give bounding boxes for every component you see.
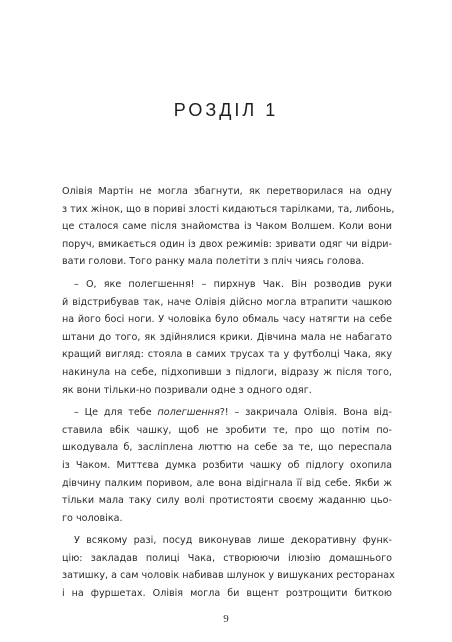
text-line: і на фуршетах. Олівія могла би вщент розтрощити биткою bbox=[62, 588, 392, 600]
text-line: У всякому разі, посуд виконував лише декоративну функ- bbox=[74, 535, 392, 547]
text-line: шкодувала б, засліплена люттю на себе за те, що переспала bbox=[62, 442, 392, 454]
text-line: накинула на себе, підхопивши з підлоги, відразу ж після того, bbox=[62, 366, 392, 378]
text-line: ставила вбік чашку, щоб не зробити те, про що потім по- bbox=[62, 424, 392, 436]
text-line: затишку, а сам чоловік набивав шлунок у вишуканих ресторанах bbox=[62, 570, 395, 582]
text-line: Олівія Мартін не могла збагнути, як перетворилася на одну bbox=[62, 186, 392, 197]
text-line: як вони тільки-но позривали одне з одного одяг. bbox=[62, 384, 312, 396]
text-line-with-italic: – Це для тебе полегшення?! – закричала Олівія. Вона від- bbox=[74, 407, 392, 419]
text-line: цію: закладав полиці Чака, створюючи ілюзію домашнього bbox=[62, 552, 392, 564]
text-line: кращий вигляд: стояла в самих трусах та у футболці Чака, яку bbox=[62, 349, 392, 361]
text-line: – О, яке полегшення! – пирхнув Чак. Він розводив руки bbox=[74, 278, 392, 290]
text-line: дівчину палким поривом, але вона відігнала її від себе. Якби ж bbox=[62, 477, 392, 489]
emphasis: полегшення bbox=[157, 407, 220, 419]
chapter-title: РОЗДІЛ 1 bbox=[173, 100, 279, 120]
text-line: це сталося саме після знайомства із Чаком Волшем. Коли вони bbox=[62, 221, 392, 233]
body-text bbox=[62, 183, 395, 603]
text-line: й відстрибував так, наче Олівія дійсно могла втрапити чашкою bbox=[62, 296, 392, 308]
text-line: з тих жінок, що в пориві злості кидаються тарілками, та, либонь, bbox=[62, 203, 395, 215]
text-line: го чоловіка. bbox=[62, 512, 123, 524]
text-line: на його босі ноги. У чоловіка було обмаль часу натягти на себе bbox=[62, 314, 392, 326]
text-line: вати голови. Того ранку мала полетіти з пліч чиясь голова. bbox=[62, 256, 365, 268]
paragraph bbox=[62, 532, 395, 602]
text-line: поруч, вмикається один із двох режимів: зривати одяг чи відри- bbox=[62, 238, 392, 250]
text-line: тільки мала таку силу волі протистояти своєму жаданню цьо- bbox=[62, 495, 392, 507]
text-line: із Чаком. Миттєва думка розбити чашку об підлогу охопила bbox=[62, 459, 392, 471]
paragraph bbox=[62, 183, 395, 271]
text-line: штани до того, як здійнялися крики. Дівчина мала не набагато bbox=[62, 331, 392, 343]
page-number: 9 bbox=[223, 613, 229, 625]
paragraph bbox=[62, 404, 392, 527]
paragraph bbox=[62, 276, 392, 399]
